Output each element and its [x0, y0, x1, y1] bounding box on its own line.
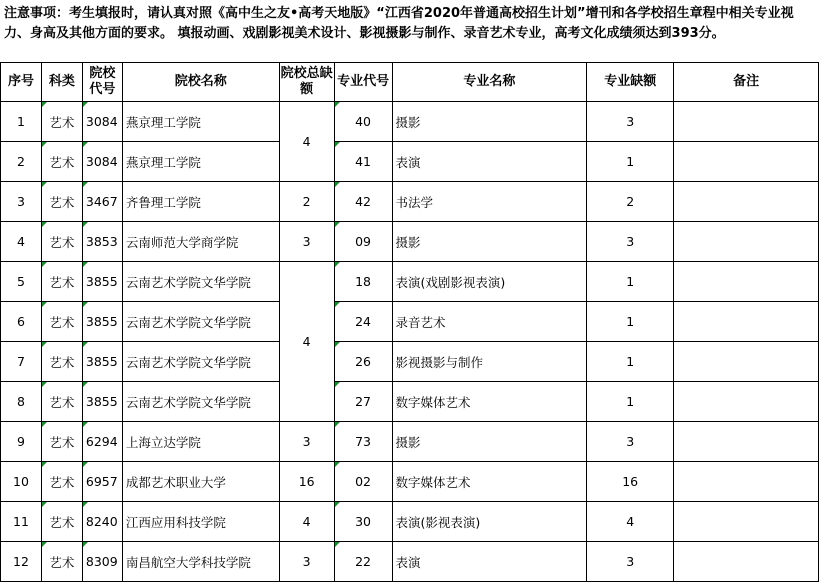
- cell-category: 艺术: [41, 102, 82, 142]
- cell-category: 艺术: [41, 502, 82, 542]
- cell-major-vacancy: 1: [587, 382, 674, 422]
- cell-category: 艺术: [41, 462, 82, 502]
- cell-remarks: [674, 542, 819, 582]
- cell-major-vacancy: 1: [587, 142, 674, 182]
- cell-school-total: 3: [279, 422, 334, 462]
- cell-major-code: 40: [334, 102, 392, 142]
- table-row: [1, 342, 819, 382]
- cell-major-vacancy: 3: [587, 542, 674, 582]
- cell-major-name: 表演: [392, 142, 587, 182]
- header-category: 科类: [41, 63, 82, 102]
- cell-seq: 10: [1, 462, 42, 502]
- cell-school-code: 3855: [82, 302, 122, 342]
- header-major-name: 专业名称: [392, 63, 587, 102]
- cell-major-vacancy: 1: [587, 262, 674, 302]
- cell-school-total: 4: [279, 102, 334, 182]
- cell-major-code: 22: [334, 542, 392, 582]
- cell-remarks: [674, 342, 819, 382]
- table-row: [1, 182, 819, 222]
- cell-major-vacancy: 3: [587, 102, 674, 142]
- cell-remarks: [674, 262, 819, 302]
- table-row: [1, 542, 819, 582]
- cell-school-total: 4: [279, 502, 334, 542]
- cell-category: 艺术: [41, 302, 82, 342]
- cell-school-name: 江西应用科技学院: [122, 502, 279, 542]
- cell-school-name: 南昌航空大学科技学院: [122, 542, 279, 582]
- cell-category: 艺术: [41, 382, 82, 422]
- cell-major-code: 30: [334, 502, 392, 542]
- cell-remarks: [674, 382, 819, 422]
- cell-school-total: 3: [279, 222, 334, 262]
- cell-major-code: 73: [334, 422, 392, 462]
- cell-category: 艺术: [41, 342, 82, 382]
- cell-school-code: 8309: [82, 542, 122, 582]
- notice-text: 注意事项：考生填报时，请认真对照《高中生之友•高考天地版》“江西省2020年普通高校招生计划”增刊和各学校招生章程中相关专业视力、身高及其他方面的要求。 填报动画、戏剧影视美术设计、影视摄影与制作、录音艺术专业，高考文化成绩须达到393分。: [4, 6, 794, 41]
- cell-school-code: 3855: [82, 342, 122, 382]
- cell-seq: 4: [1, 222, 42, 262]
- cell-school-code: 3853: [82, 222, 122, 262]
- cell-school-code: 3855: [82, 382, 122, 422]
- cell-seq: 5: [1, 262, 42, 302]
- cell-major-name: 表演(戏剧影视表演): [392, 262, 587, 302]
- header-school-code: 院校代号: [82, 63, 122, 102]
- cell-remarks: [674, 222, 819, 262]
- cell-major-vacancy: 3: [587, 422, 674, 462]
- cell-school-code: 6294: [82, 422, 122, 462]
- cell-major-name: 影视摄影与制作: [392, 342, 587, 382]
- cell-school-code: 3084: [82, 142, 122, 182]
- cell-major-code: 09: [334, 222, 392, 262]
- table-row: [1, 142, 819, 182]
- cell-remarks: [674, 462, 819, 502]
- cell-seq: 12: [1, 542, 42, 582]
- cell-school-total: 3: [279, 542, 334, 582]
- cell-seq: 3: [1, 182, 42, 222]
- cell-seq: 6: [1, 302, 42, 342]
- cell-school-code: 3467: [82, 182, 122, 222]
- cell-major-name: 表演(影视表演): [392, 502, 587, 542]
- table-row: [1, 262, 819, 302]
- cell-major-code: 26: [334, 342, 392, 382]
- cell-major-name: 数字媒体艺术: [392, 382, 587, 422]
- cell-school-total: 4: [279, 262, 334, 422]
- cell-school-name: 云南师范大学商学院: [122, 222, 279, 262]
- cell-major-name: 表演: [392, 542, 587, 582]
- cell-category: 艺术: [41, 422, 82, 462]
- table-row: [1, 422, 819, 462]
- cell-seq: 9: [1, 422, 42, 462]
- cell-major-name: 录音艺术: [392, 302, 587, 342]
- vacancy-table: [0, 62, 819, 582]
- cell-major-name: 摄影: [392, 102, 587, 142]
- cell-school-code: 3855: [82, 262, 122, 302]
- cell-remarks: [674, 502, 819, 542]
- cell-school-name: 齐鲁理工学院: [122, 182, 279, 222]
- header-row: [1, 63, 819, 102]
- cell-major-code: 42: [334, 182, 392, 222]
- cell-seq: 8: [1, 382, 42, 422]
- cell-school-code: 8240: [82, 502, 122, 542]
- cell-major-name: 摄影: [392, 422, 587, 462]
- cell-major-vacancy: 3: [587, 222, 674, 262]
- cell-school-code: 6957: [82, 462, 122, 502]
- table-row: [1, 302, 819, 342]
- cell-seq: 7: [1, 342, 42, 382]
- cell-major-vacancy: 4: [587, 502, 674, 542]
- cell-major-code: 18: [334, 262, 392, 302]
- table-row: [1, 462, 819, 502]
- header-school-total: 院校总缺额: [279, 63, 334, 102]
- table-row: [1, 222, 819, 262]
- header-school-name: 院校名称: [122, 63, 279, 102]
- cell-major-code: 27: [334, 382, 392, 422]
- cell-school-name: 云南艺术学院文华学院: [122, 302, 279, 342]
- cell-remarks: [674, 302, 819, 342]
- cell-major-code: 41: [334, 142, 392, 182]
- cell-school-name: 燕京理工学院: [122, 142, 279, 182]
- cell-major-name: 摄影: [392, 222, 587, 262]
- cell-school-total: 2: [279, 182, 334, 222]
- cell-category: 艺术: [41, 262, 82, 302]
- cell-seq: 2: [1, 142, 42, 182]
- header-major-vacancy: 专业缺额: [587, 63, 674, 102]
- cell-remarks: [674, 102, 819, 142]
- table-row: [1, 382, 819, 422]
- cell-school-code: 3084: [82, 102, 122, 142]
- cell-category: 艺术: [41, 222, 82, 262]
- cell-category: 艺术: [41, 542, 82, 582]
- cell-major-code: 24: [334, 302, 392, 342]
- cell-category: 艺术: [41, 182, 82, 222]
- cell-major-vacancy: 16: [587, 462, 674, 502]
- cell-major-code: 02: [334, 462, 392, 502]
- cell-school-name: 云南艺术学院文华学院: [122, 262, 279, 302]
- cell-remarks: [674, 142, 819, 182]
- table-row: [1, 502, 819, 542]
- cell-school-name: 云南艺术学院文华学院: [122, 382, 279, 422]
- cell-major-name: 数字媒体艺术: [392, 462, 587, 502]
- table-row: [1, 102, 819, 142]
- cell-school-name: 上海立达学院: [122, 422, 279, 462]
- cell-seq: 1: [1, 102, 42, 142]
- cell-remarks: [674, 182, 819, 222]
- cell-remarks: [674, 422, 819, 462]
- cell-school-total: 16: [279, 462, 334, 502]
- cell-major-name: 书法学: [392, 182, 587, 222]
- header-major-code: 专业代号: [334, 63, 392, 102]
- header-seq: 序号: [1, 63, 42, 102]
- cell-seq: 11: [1, 502, 42, 542]
- cell-school-name: 成都艺术职业大学: [122, 462, 279, 502]
- cell-major-vacancy: 1: [587, 302, 674, 342]
- cell-school-name: 燕京理工学院: [122, 102, 279, 142]
- cell-major-vacancy: 2: [587, 182, 674, 222]
- cell-category: 艺术: [41, 142, 82, 182]
- cell-school-name: 云南艺术学院文华学院: [122, 342, 279, 382]
- header-remarks: 备注: [674, 63, 819, 102]
- cell-major-vacancy: 1: [587, 342, 674, 382]
